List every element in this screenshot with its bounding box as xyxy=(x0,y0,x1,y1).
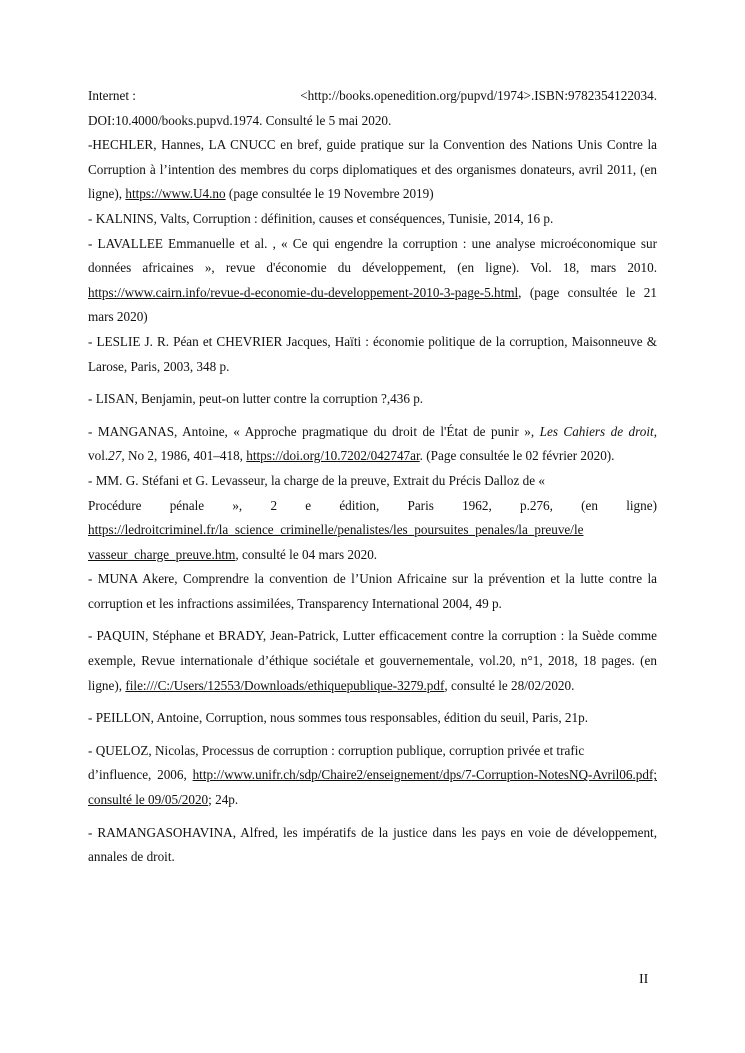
bib-entry-kalnins: - KALNINS, Valts, Corruption : définition, causes et conséquences, Tunisie, 2014, 16 p. xyxy=(88,210,554,226)
word: 2 xyxy=(270,497,278,513)
word: Procédure xyxy=(88,497,142,513)
entry-text: -HECHLER, Hannes, LA CNUCC en bref, guide pratique sur la Convention des Nations Unis Contre la Corruption à l’intention des membres du corps diplomatiques et des organismes donateurs, avril 2011, (en ligne), xyxy=(88,137,657,202)
entry-link-part1[interactable]: https://ledroitcriminel.fr/la_science_criminelle/penalistes/les_poursuites_penales/la_preuve/le xyxy=(88,522,584,538)
entry-post: No 2, 1986, 401–418, xyxy=(124,448,247,464)
bib-entry-openedition xyxy=(88,84,657,133)
word: e xyxy=(305,497,312,513)
entry-pre: d’influence, 2006, xyxy=(88,767,193,783)
entry-link[interactable]: https://doi.org/10.7202/042747ar xyxy=(246,448,420,464)
bib-entry-ramangasohavina: - RAMANGASOHAVINA, Alfred, les impératifs de la justice dans les pays en voie de développement, annales de droit. xyxy=(88,824,657,865)
entry-pre: - MANGANAS, Antoine, « Approche pragmatique du droit de l'État de punir », xyxy=(88,423,540,439)
entry-link[interactable]: https://www.cairn.info/revue-d-economie-du-developpement-2010-3-page-5.html xyxy=(88,284,519,300)
bib-entry-hechler xyxy=(88,133,657,207)
word: », xyxy=(232,497,243,513)
bib-entry-lavallee xyxy=(88,232,657,330)
entry-text: - LAVALLEE Emmanuelle et al. , « Ce qui engendre la corruption : une analyse microéconomique sur données africaines », revue d'économie du développement, (en ligne). Vol. 18, mars 2010. xyxy=(88,235,657,276)
internet-line xyxy=(88,84,657,109)
bib-entry-queloz xyxy=(88,739,657,813)
bib-entry-leslie: - LESLIE J. R. Péan et CHEVRIER Jacques, Haïti : économie politique de la corruption, Maisonneuve & Larose, Paris, 2003, 348 p. xyxy=(88,333,657,374)
entry-mid: , vol. xyxy=(88,423,657,464)
word: ligne) xyxy=(626,497,657,513)
doi-line: DOI:10.4000/books.pupvd.1974. Consulté le 5 mai 2020. xyxy=(88,112,392,128)
entry-link[interactable]: file:///C:/Users/12553/Downloads/ethiquepublique-3279.pdf xyxy=(125,677,445,693)
entry-line4 xyxy=(88,543,657,568)
entry-link-part2[interactable]: vasseur_charge_preuve.htm xyxy=(88,546,236,562)
journal-volume: 27, xyxy=(108,448,125,464)
entry-after: (page consultée le 19 Novembre 2019) xyxy=(225,186,434,202)
entry-after: , consulté le 28/02/2020. xyxy=(444,677,575,693)
entry-after: , consulté le 04 mars 2020. xyxy=(235,546,378,562)
bib-entry-lisan: - LISAN, Benjamin, peut-on lutter contre la corruption ?,436 p. xyxy=(88,391,424,407)
word: (en xyxy=(581,497,598,513)
word: Paris xyxy=(407,497,434,513)
bib-entry-stefani xyxy=(88,469,657,567)
word: pénale xyxy=(169,497,205,513)
entry-after: , (page consultée le 21 mars 2020) xyxy=(88,284,657,325)
internet-url: <http://books.openedition.org/pupvd/1974>.ISBN:9782354122034. xyxy=(300,88,657,103)
entry-line3 xyxy=(88,518,657,543)
word: édition, xyxy=(339,497,380,513)
bibliography xyxy=(88,84,657,870)
entry-link[interactable]: http://www.unifr.ch/sdp/Chaire2/enseignement/dps/7-Corruption-NotesNQ-Avril06.pdf; consulté le 09/05/2020 xyxy=(88,767,657,808)
entry-after: . (Page consultée le 02 février 2020). xyxy=(419,448,615,464)
word: 1962, xyxy=(462,497,492,513)
entry-line1: - MM. G. Stéfani et G. Levasseur, la charge de la preuve, Extrait du Précis Dalloz de « xyxy=(88,472,545,488)
entry-after: ; 24p. xyxy=(208,792,239,808)
entry-rest xyxy=(88,763,657,812)
internet-label: Internet : xyxy=(88,88,136,103)
entry-line2 xyxy=(88,494,657,519)
journal-title: Les Cahiers de droit xyxy=(539,423,654,439)
entry-link[interactable]: https://www.U4.no xyxy=(125,186,226,202)
entry-text: - PAQUIN, Stéphane et BRADY, Jean-Patrick, Lutter efficacement contre la corruption : la Suède comme exemple, Revue internationale d’éthique sociétale et gouvernementale, vol.20, n°1, 2018, 18 pages. (en ligne), xyxy=(88,628,657,693)
word: p.276, xyxy=(519,497,553,513)
page-number: II xyxy=(639,972,649,987)
entry-line1: - QUELOZ, Nicolas, Processus de corruption : corruption publique, corruption privée et trafic xyxy=(88,742,585,758)
bib-entry-paquin xyxy=(88,624,657,698)
bib-entry-peillon: - PEILLON, Antoine, Corruption, nous sommes tous responsables, édition du seuil, Paris, 21p. xyxy=(88,710,588,726)
bib-entry-muna: - MUNA Akere, Comprendre la convention de l’Union Africaine sur la prévention et la lutte contre la corruption et les infractions assimilées, Transparency International 2004, 49 p. xyxy=(88,571,657,611)
bib-entry-manganas xyxy=(88,420,657,469)
